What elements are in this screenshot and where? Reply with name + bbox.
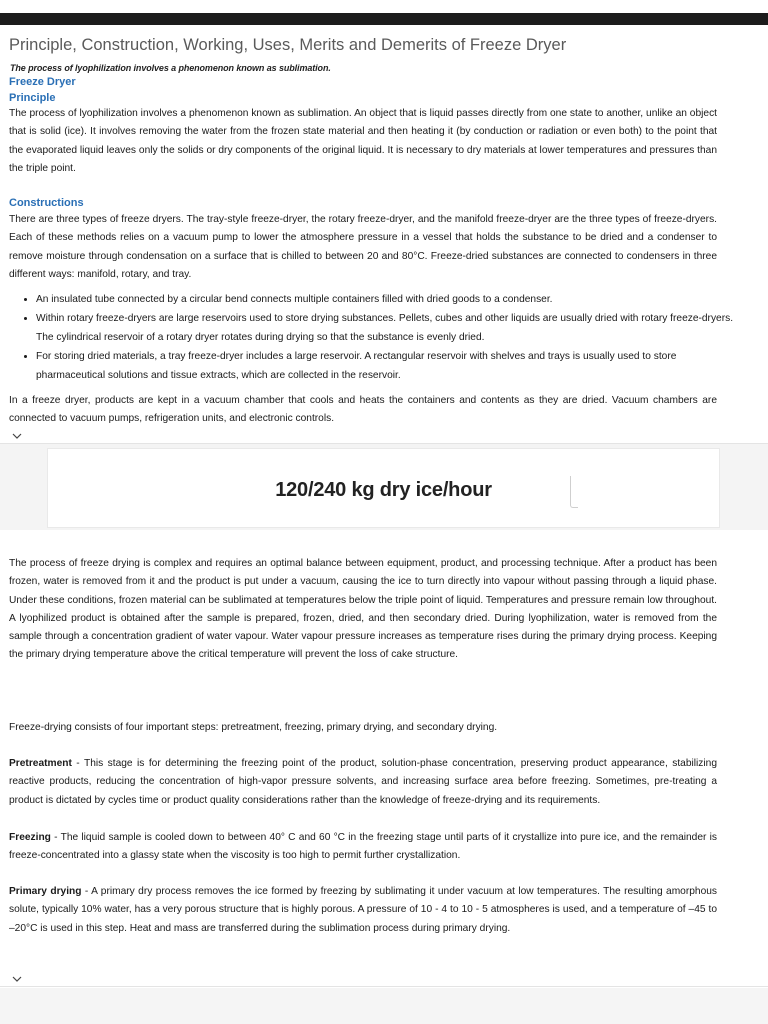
principle-heading: Principle: [9, 92, 56, 104]
article-subtitle: The process of lyophilization involves a phenomenon known as sublimation.: [10, 63, 331, 73]
list-item: • An insulated tube connected by a circular bend connects multiple containers filled with dried goods to a condenser.: [36, 290, 736, 309]
list-item: • Within rotary freeze-dryers are large reservoirs used to store drying substances. Pellets, cubes and other liquids are usually dried with rotary freeze-dryers. The cylindrical reservoir of a rotary dryer rotates during drying so that the substance is evenly dried.: [36, 309, 736, 347]
freezing-label: Freezing: [9, 832, 51, 843]
page-title: Principle, Construction, Working, Uses, Merits and Demerits of Freeze Dryer: [9, 36, 567, 54]
footer-band: [0, 988, 768, 1024]
divider: [0, 986, 768, 987]
section-title: Freeze Dryer: [9, 76, 76, 88]
chevron-down-icon[interactable]: [12, 432, 20, 440]
ad-box[interactable]: [47, 448, 720, 528]
pretreatment-paragraph: [9, 755, 717, 810]
constructions-heading: Constructions: [9, 197, 84, 209]
working-paragraph: The process of freeze drying is complex and requires an optimal balance between equipment, product, and processing technique. After a product has been frozen, water is removed from it and the product is put under a vacuum, causing the ice to turn directly into vapour without passing through a liquid phase. Under these conditions, frozen material can be sublimated at temperatures below the triple point of liquid. Temperatures and pressure remain low throughout. A lyophilized product is obtained after the sample is prepared, frozen, dried, and then secondary dried. During lyophilization, water is removed from the sample through a concentration gradient of water vapour. Water vapour pressure increases as temperature rises during the primary drying process. Keeping the primary drying temperature above the critical temperature will prevent the loss of cake structure.: [9, 558, 717, 661]
primary-drying-label: Primary drying: [9, 886, 82, 897]
freezing-text: - The liquid sample is cooled down to between 40° C and 60 °C in the freezing stage until parts of it crystallize into pure ice, and the remainder is freeze-concentrated into a glassy state when the viscosity is too high to permit further crystallization.: [9, 832, 717, 862]
steps-intro: Freeze-drying consists of four important steps: pretreatment, freezing, primary drying, and secondary drying.: [9, 722, 498, 733]
constructions-paragraph: There are three types of freeze dryers. The tray-style freeze-dryer, the rotary freeze-dryer, and the manifold freeze-dryer are the three types of freeze-dryers. Each of these methods relies on a vacuum pump to lower the atmosphere pressure in a vessel that holds the substance to be dried and a condenser to remove moisture through condensation on a surface that is chilled to between 20 and 80°C. Freeze-dried substances are connected to condensers in three different ways: manifold, rotary, and tray.: [9, 214, 717, 280]
chevron-down-icon[interactable]: [12, 975, 20, 983]
freezing-paragraph: [9, 829, 717, 866]
principle-paragraph: The process of lyophilization involves a phenomenon known as sublimation. An object that is liquid passes directly from one state to another, unlike an object that is solid (ice). It involves removing the water from the frozen state material and then heating it (by conduction or radiation or even both) to the point that the evaporated liquid leaves only the solids or dry components of the original liquid. It is necessary to dry materials at lower temperatures and pressures than the triple point.: [9, 108, 717, 174]
dryer-types-list: [9, 290, 736, 385]
top-bar: [0, 13, 768, 25]
pretreatment-label: Pretreatment: [9, 758, 72, 769]
primary-drying-paragraph: [9, 883, 717, 938]
vacuum-chamber-paragraph: In a freeze dryer, products are kept in a vacuum chamber that cools and heats the containers and contents as they are dried. Vacuum chambers are connected to vacuum pumps, refrigeration units, and electronic controls.: [9, 395, 717, 425]
list-item: • For storing dried materials, a tray freeze-dryer includes a large reservoir. A rectangular reservoir with shelves and trays is usually used to store pharmaceutical solutions and tissue extracts, which are collected in the reservoir.: [36, 347, 736, 385]
ad-corner-mark: [570, 476, 578, 508]
pretreatment-text: - This stage is for determining the freezing point of the product, solution-phase concentration, preserving product appearance, stabilizing reactive products, reducing the concentration of high-vapor pressure solvents, and increasing surface area before freezing. Sometimes, pre-treating a product is dictated by cycles time or product quality considerations rather than the knowledge of freeze-drying and its requirements.: [9, 758, 717, 806]
primary-drying-text: - A primary dry process removes the ice formed by freezing by sublimating it under vacuum at low temperatures. The resulting amorphous solute, typically 10% water, has a very porous structure that is highly porous. A pressure of 10 - 4 to 10 - 5 atmospheres is used, and a temperature of –45 to –20°C is used in this step. Heat and mass are transferred during the sublimation process during primary drying.: [9, 886, 717, 934]
ad-headline: 120/240 kg dry ice/hour: [275, 479, 492, 501]
